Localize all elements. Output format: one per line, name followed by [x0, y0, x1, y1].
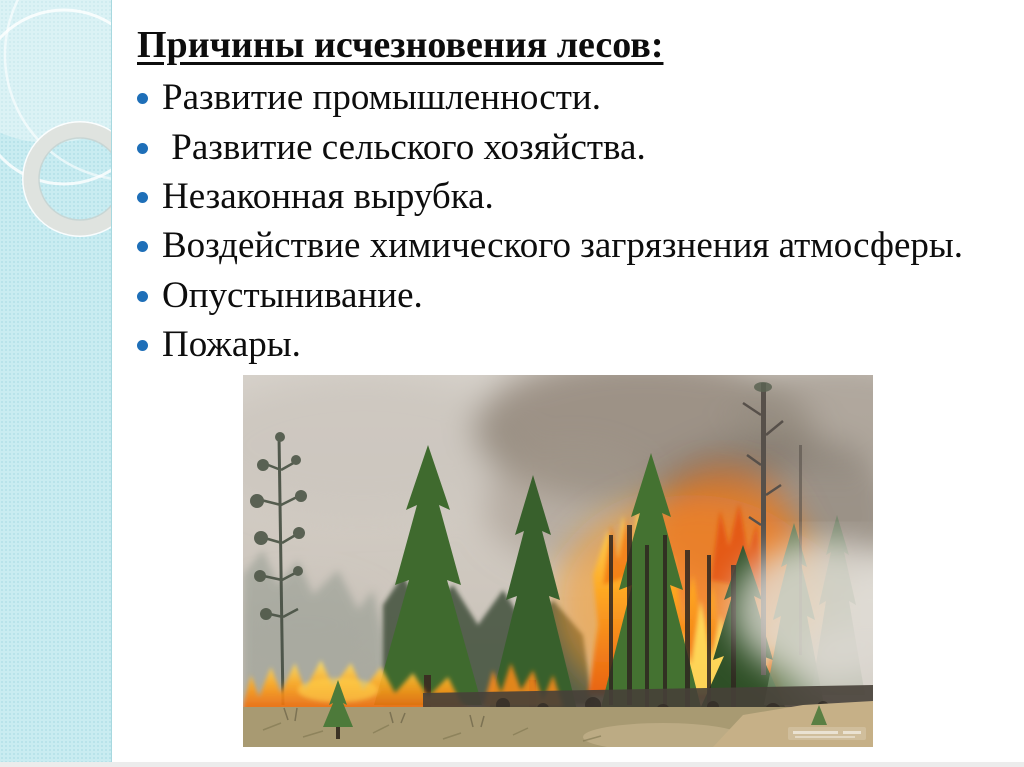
bullet-icon [137, 291, 148, 302]
strip-circles-decoration [0, 0, 111, 762]
photo-watermark [788, 727, 866, 740]
bullet-list [137, 73, 963, 369]
decorative-side-strip [0, 0, 112, 762]
bullet-icon [137, 340, 148, 351]
list-item [137, 320, 963, 369]
list-item [137, 271, 963, 320]
bullet-icon [137, 143, 148, 154]
slide-title: Причины исчезновения лесов: [137, 24, 664, 66]
forest-fire-photo [243, 375, 873, 747]
list-item [137, 172, 963, 221]
list-item [137, 122, 963, 171]
bullet-text: Незаконная вырубка. [162, 175, 494, 217]
list-item [137, 73, 963, 122]
bullet-text: Пожары. [162, 324, 301, 366]
slide-bottom-edge [0, 762, 1024, 767]
bullet-icon [137, 192, 148, 203]
bullet-text: Опустынивание. [162, 274, 423, 316]
bullet-text: Развитие промышленности. [162, 77, 601, 119]
bullet-icon [137, 241, 148, 252]
list-item [137, 221, 963, 270]
forest-fire-illustration [243, 375, 873, 747]
bullet-icon [137, 93, 148, 104]
bullet-text: Воздействие химического загрязнения атмосферы. [162, 225, 963, 267]
bullet-text: Развитие сельского хозяйства. [162, 126, 646, 168]
